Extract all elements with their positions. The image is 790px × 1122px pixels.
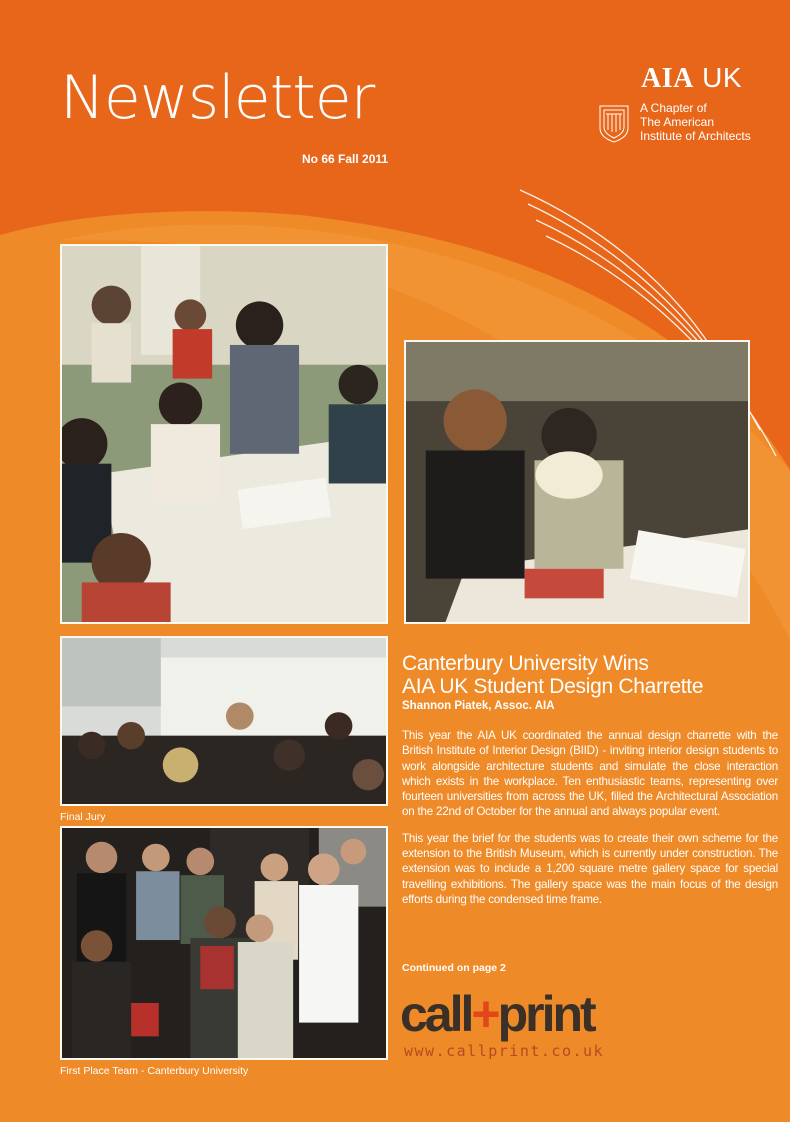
photo-students-reviewing (404, 340, 750, 624)
issue-number: No 66 Fall 2011 (302, 152, 389, 166)
aia-seal-icon (596, 100, 632, 144)
article-paragraph-1: This year the AIA UK coordinated the annual design charrette with the British Institute of Interior Design (BIID) - inviting interior design students to work alongside architecture students and simulate the close interaction which exists in the workplace. Ten enthusiastic teams, representing over fourteen universities from across the UK, filled the Architectural Association on the 22nd of October for the annual and always popular event. (402, 729, 778, 819)
sponsor-plus-icon: + (471, 986, 498, 1042)
article-headline (402, 652, 772, 698)
article-body (402, 728, 778, 918)
uk-logo-text: UK (693, 62, 743, 93)
headline-line-1: Canterbury University Wins (402, 652, 649, 675)
tagline-line: A Chapter of (640, 101, 707, 115)
caption-first-place-team: First Place Team - Canterbury University (60, 1065, 249, 1077)
caption-final-jury: Final Jury (60, 811, 106, 823)
photo-students-working (60, 244, 388, 624)
aia-tagline (640, 101, 780, 143)
tagline-line: The American (640, 115, 715, 129)
headline-line-2: AIA UK Student Design Charrette (402, 675, 704, 698)
aia-uk-logo (641, 62, 742, 95)
continued-link[interactable]: Continued on page 2 (402, 962, 506, 974)
newsletter-title: Newsletter (60, 63, 375, 133)
article-byline: Shannon Piatek, Assoc. AIA (402, 700, 555, 712)
photo-final-jury (60, 636, 388, 806)
sponsor-name-part2: print (497, 986, 594, 1042)
article-paragraph-2: This year the brief for the students was to create their own scheme for the extension to the British Museum, which is currently under construction. The extension was to include a 1,200 square metre gallery space for special travelling exhibitions. The gallery space was the main focus of the design efforts during the condensed time frame. (402, 831, 778, 906)
sponsor-url-link[interactable]: www.callprint.co.uk (404, 1042, 605, 1060)
aia-logo-text: AIA (641, 63, 694, 94)
callprint-logo (400, 985, 594, 1043)
tagline-line: Institute of Architects (640, 129, 751, 143)
photo-first-place-team (60, 826, 388, 1060)
sponsor-name-part1: call (400, 986, 472, 1042)
